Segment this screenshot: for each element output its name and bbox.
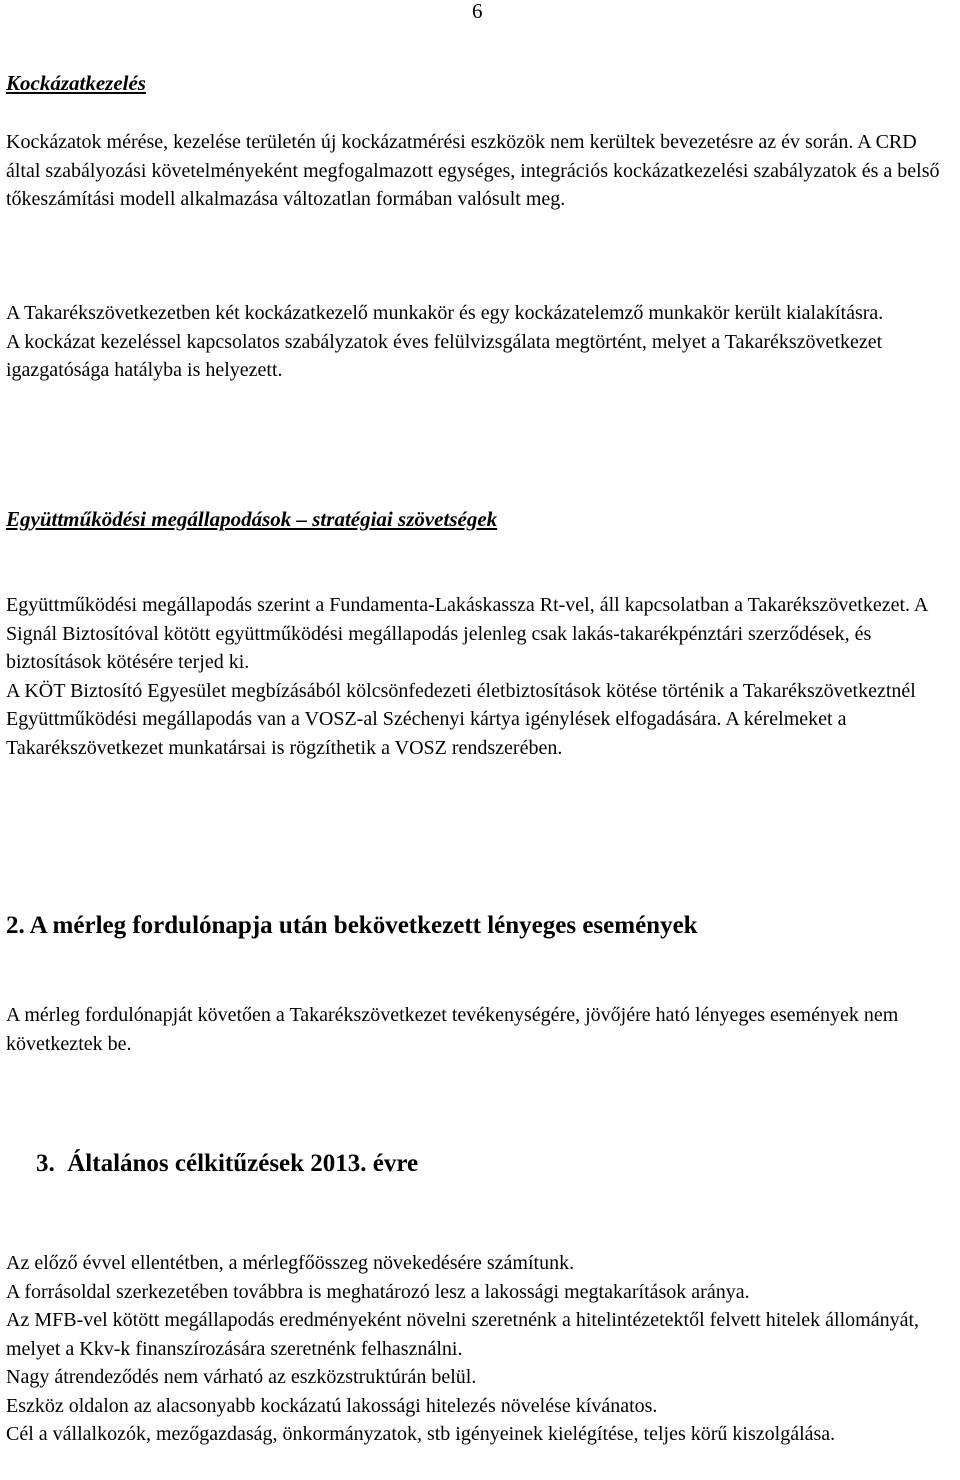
section3-body [6,1249,954,1449]
risk-paragraph-1: Kockázatok mérése, kezelése területén új kockázatmérési eszközök nem kerültek bevezetésre az év során. A CRD által szabályozási követelményeként megfogalmazott egységes, integrációs kockázatkezelési szabályzatok és a belső tőkeszámítási modell alkalmazása változatlan formában valósult meg. [6,131,940,210]
risk-paragraph-2: A Takarékszövetkezetben két kockázatkezelő munkakör és egy kockázatelemző munkakör került kialakításra. [6,302,884,324]
risk-heading: Kockázatkezelés [6,71,146,95]
section2-heading-block [6,910,954,942]
section2-body [6,1001,954,1058]
risk-section-2 [6,299,954,385]
goal-line-4: Nagy átrendeződés nem várható az eszközstruktúrán belül. [6,1366,477,1388]
cooperation-section [6,591,954,762]
risk-section [6,128,954,214]
goal-line-5: Eszköz oldalon az alacsonyabb kockázatú lakossági hitelezés növelése kívánatos. [6,1394,658,1417]
cooperation-paragraph-3: Együttműködési megállapodás van a VOSZ-al Széchenyi kártya igénylések elfogadására. A kérelmeket a Takarékszövetkezet munkatársai is rögzíthetik a VOSZ rendszerében. [6,708,847,759]
section3-heading: 3. Általános célkitűzések 2013. évre [36,1150,419,1177]
cooperation-heading: Együttműködési megállapodások – stratégiai szövetségek [6,507,498,531]
goal-line-2: A forrásoldal szerkezetében továbbra is meghatározó lesz a lakossági megtakarítások aránya. [6,1280,750,1303]
risk-heading-block [6,69,954,97]
goal-line-6: Cél a vállalkozók, mezőgazdaság, önkormányzatok, stb igényeinek kielégítése, teljes körű kiszolgálása. [6,1423,836,1445]
section2-paragraph: A mérleg fordulónapját követően a Takarékszövetkezet tevékenységére, jövőjére ható lényeges események nem következtek be. [6,1004,899,1055]
section3-heading-block [36,1148,936,1180]
goal-line-1: Az előző évvel ellentétben, a mérlegfőösszeg növekedésére számítunk. [6,1252,575,1274]
cooperation-paragraph-2: A KÖT Biztosító Egyesület megbízásából kölcsönfedezeti életbiztosítások kötése történik a Takarékszövetkeztnél [6,679,916,702]
goal-line-3: Az MFB-vel kötött megállapodás eredményeként növelni szeretnénk a hitelintézetektől felvett hitelek állományát, melyet a Kkv-k finanszírozására szeretnénk felhasználni. [6,1309,920,1360]
risk-paragraph-3: A kockázat kezeléssel kapcsolatos szabályzatok éves felülvizsgálata megtörtént, melyet a Takarékszövetkezet igazgatósága hatályba is helyezett. [6,330,883,381]
cooperation-heading-block [6,505,954,533]
page-number: 6 [472,0,483,23]
section2-heading: 2. A mérleg fordulónapja után bekövetkezett lényeges események [6,912,698,939]
cooperation-paragraph-1: Együttműködési megállapodás szerint a Fundamenta-Lakáskassza Rt-vel, áll kapcsolatban a Takarékszövetkezet. A Signál Biztosítóval kötött együttműködési megállapodás jelenleg csak lakás-takarékpénztári szerződések, és biztosítások kötésére terjed ki. [6,594,928,673]
